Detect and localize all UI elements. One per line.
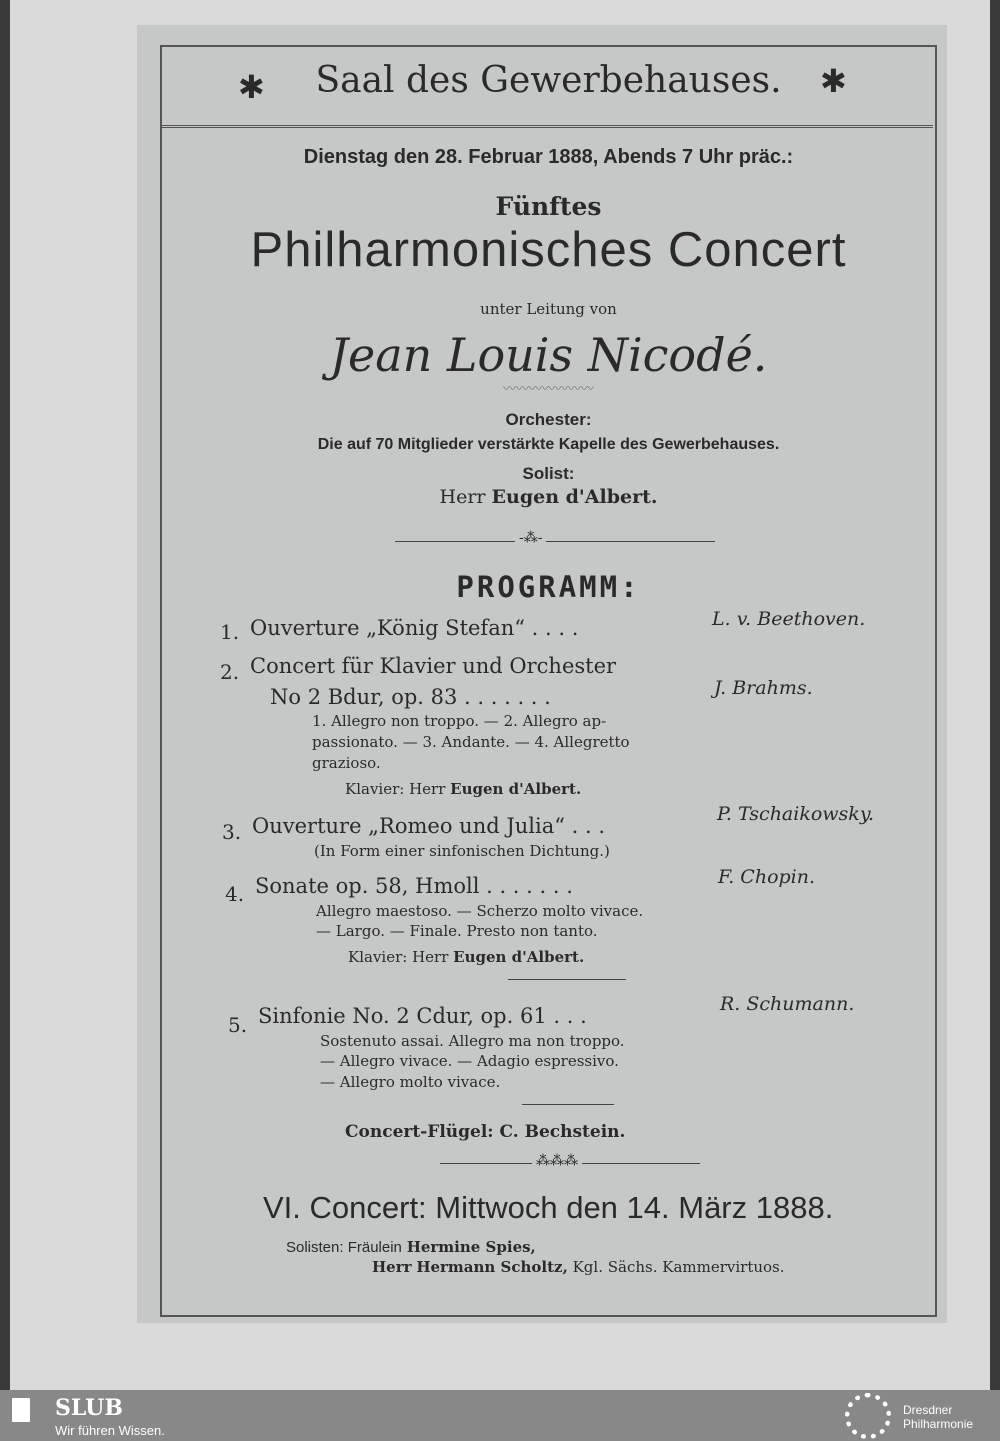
program-item-performer	[345, 780, 581, 798]
slub-logo-icon	[12, 1398, 30, 1422]
ornament-icon: ✱	[820, 62, 847, 100]
program-item-number: 5.	[228, 1013, 248, 1037]
program-item-composer: P. Tschaikowsky.	[717, 803, 875, 825]
venue-title: Saal des Gewerbehauses.	[315, 60, 782, 101]
piano-credit: Concert-Flügel: C. Bechstein.	[345, 1122, 626, 1142]
soloist-title: Kgl. Sächs. Kammervirtuos.	[572, 1258, 785, 1276]
ornament-icon: ✱	[238, 68, 265, 106]
divider-ornament: ⁂⁂⁂	[532, 1153, 582, 1169]
conductor-name: Jean Louis Nicodé.	[329, 328, 768, 382]
divider-line	[395, 541, 715, 542]
program-item-note: Allegro maestoso. — Scherzo molto vivace.	[316, 902, 644, 920]
partner-line-1: Dresdner	[903, 1403, 953, 1417]
soloist-line	[160, 486, 937, 508]
program-item-composer: R. Schumann.	[720, 993, 855, 1015]
program-item-title: Sinfonie No. 2 Cdur, op. 61 . . .	[258, 1004, 587, 1028]
concert-title: Philharmonisches Concert	[250, 223, 847, 277]
footer-bar	[0, 1390, 1000, 1441]
program-item-number: 2.	[220, 660, 240, 684]
program-item-note: grazioso.	[312, 754, 381, 772]
slub-logo-text[interactable]: SLUB	[55, 1395, 123, 1421]
program-item-number: 1.	[220, 620, 240, 644]
program-item-note: — Allegro vivace. — Adagio espressivo.	[320, 1052, 619, 1070]
program-item-title: Ouverture „König Stefan“ . . . .	[250, 616, 579, 640]
soloist-name: Eugen d'Albert.	[491, 486, 658, 508]
divider-line	[522, 1104, 614, 1105]
program-item-title: Ouverture „Romeo und Julia“ . . .	[252, 814, 606, 838]
program-heading: PROGRAMM:	[456, 570, 641, 604]
program-item-composer: L. v. Beethoven.	[712, 608, 866, 630]
partner-line-2: Philharmonie	[903, 1417, 974, 1431]
program-item-note: — Largo. — Finale. Presto non tanto.	[316, 922, 598, 940]
concert-date: Dienstag den 28. Februar 1888, Abends 7 Uhr präc.:	[303, 146, 794, 168]
performer-name: Eugen d'Albert.	[450, 780, 582, 798]
divider-ornament: -⁂-	[515, 530, 546, 546]
soloist-prefix: Herr	[372, 1258, 412, 1276]
program-item-title: No 2 Bdur, op. 83 . . . . . . .	[270, 685, 551, 709]
program-item-note: Sostenuto assai. Allegro ma non troppo.	[320, 1032, 625, 1050]
program-item-note: — Allegro molto vivace.	[320, 1073, 501, 1091]
wavy-divider: 〰〰〰〰〰〰〰	[502, 382, 594, 397]
next-concert-title: VI. Concert: Mittwoch den 14. März 1888.	[263, 1190, 834, 1225]
orchestra-label: Orchester:	[505, 410, 592, 429]
divider-line	[508, 979, 626, 980]
concert-ordinal: Fünftes	[495, 192, 602, 221]
program-item-note: passionato. — 3. Andante. — 4. Allegretto	[312, 733, 630, 751]
program-item-number: 4.	[225, 882, 245, 906]
conductor-label: unter Leitung von	[480, 300, 617, 318]
program-item-note: 1. Allegro non troppo. — 2. Allegro ap-	[312, 712, 607, 730]
performer-prefix: Klavier: Herr	[345, 780, 446, 798]
program-item-title: Sonate op. 58, Hmoll . . . . . . .	[255, 874, 573, 898]
next-soloist-line-2	[372, 1258, 785, 1276]
program-item-title: Concert für Klavier und Orchester	[250, 654, 617, 678]
performer-name: Eugen d'Albert.	[453, 948, 585, 966]
soloist-label: Solist:	[522, 464, 575, 483]
philharmonie-logo-icon	[845, 1393, 891, 1439]
soloist-prefix: Herr	[439, 486, 486, 508]
next-soloist-line-1	[286, 1238, 536, 1256]
soloist-name: Hermann Scholtz,	[416, 1258, 568, 1276]
program-item-composer: F. Chopin.	[718, 866, 816, 888]
program-item-number: 3.	[222, 820, 242, 844]
program-item-composer: J. Brahms.	[714, 677, 813, 699]
soloists-label: Solisten: Fräulein	[286, 1239, 402, 1256]
program-item-note: (In Form einer sinfonischen Dichtung.)	[314, 842, 610, 860]
philharmonie-logo-text[interactable]	[903, 1403, 973, 1431]
slub-slogan: Wir führen Wissen.	[55, 1423, 165, 1438]
soloist-name: Hermine Spies,	[406, 1238, 536, 1256]
orchestra-text: Die auf 70 Mitglieder verstärkte Kapelle des Gewerbehauses.	[317, 436, 780, 453]
performer-prefix: Klavier: Herr	[348, 948, 449, 966]
program-item-performer	[348, 948, 584, 966]
